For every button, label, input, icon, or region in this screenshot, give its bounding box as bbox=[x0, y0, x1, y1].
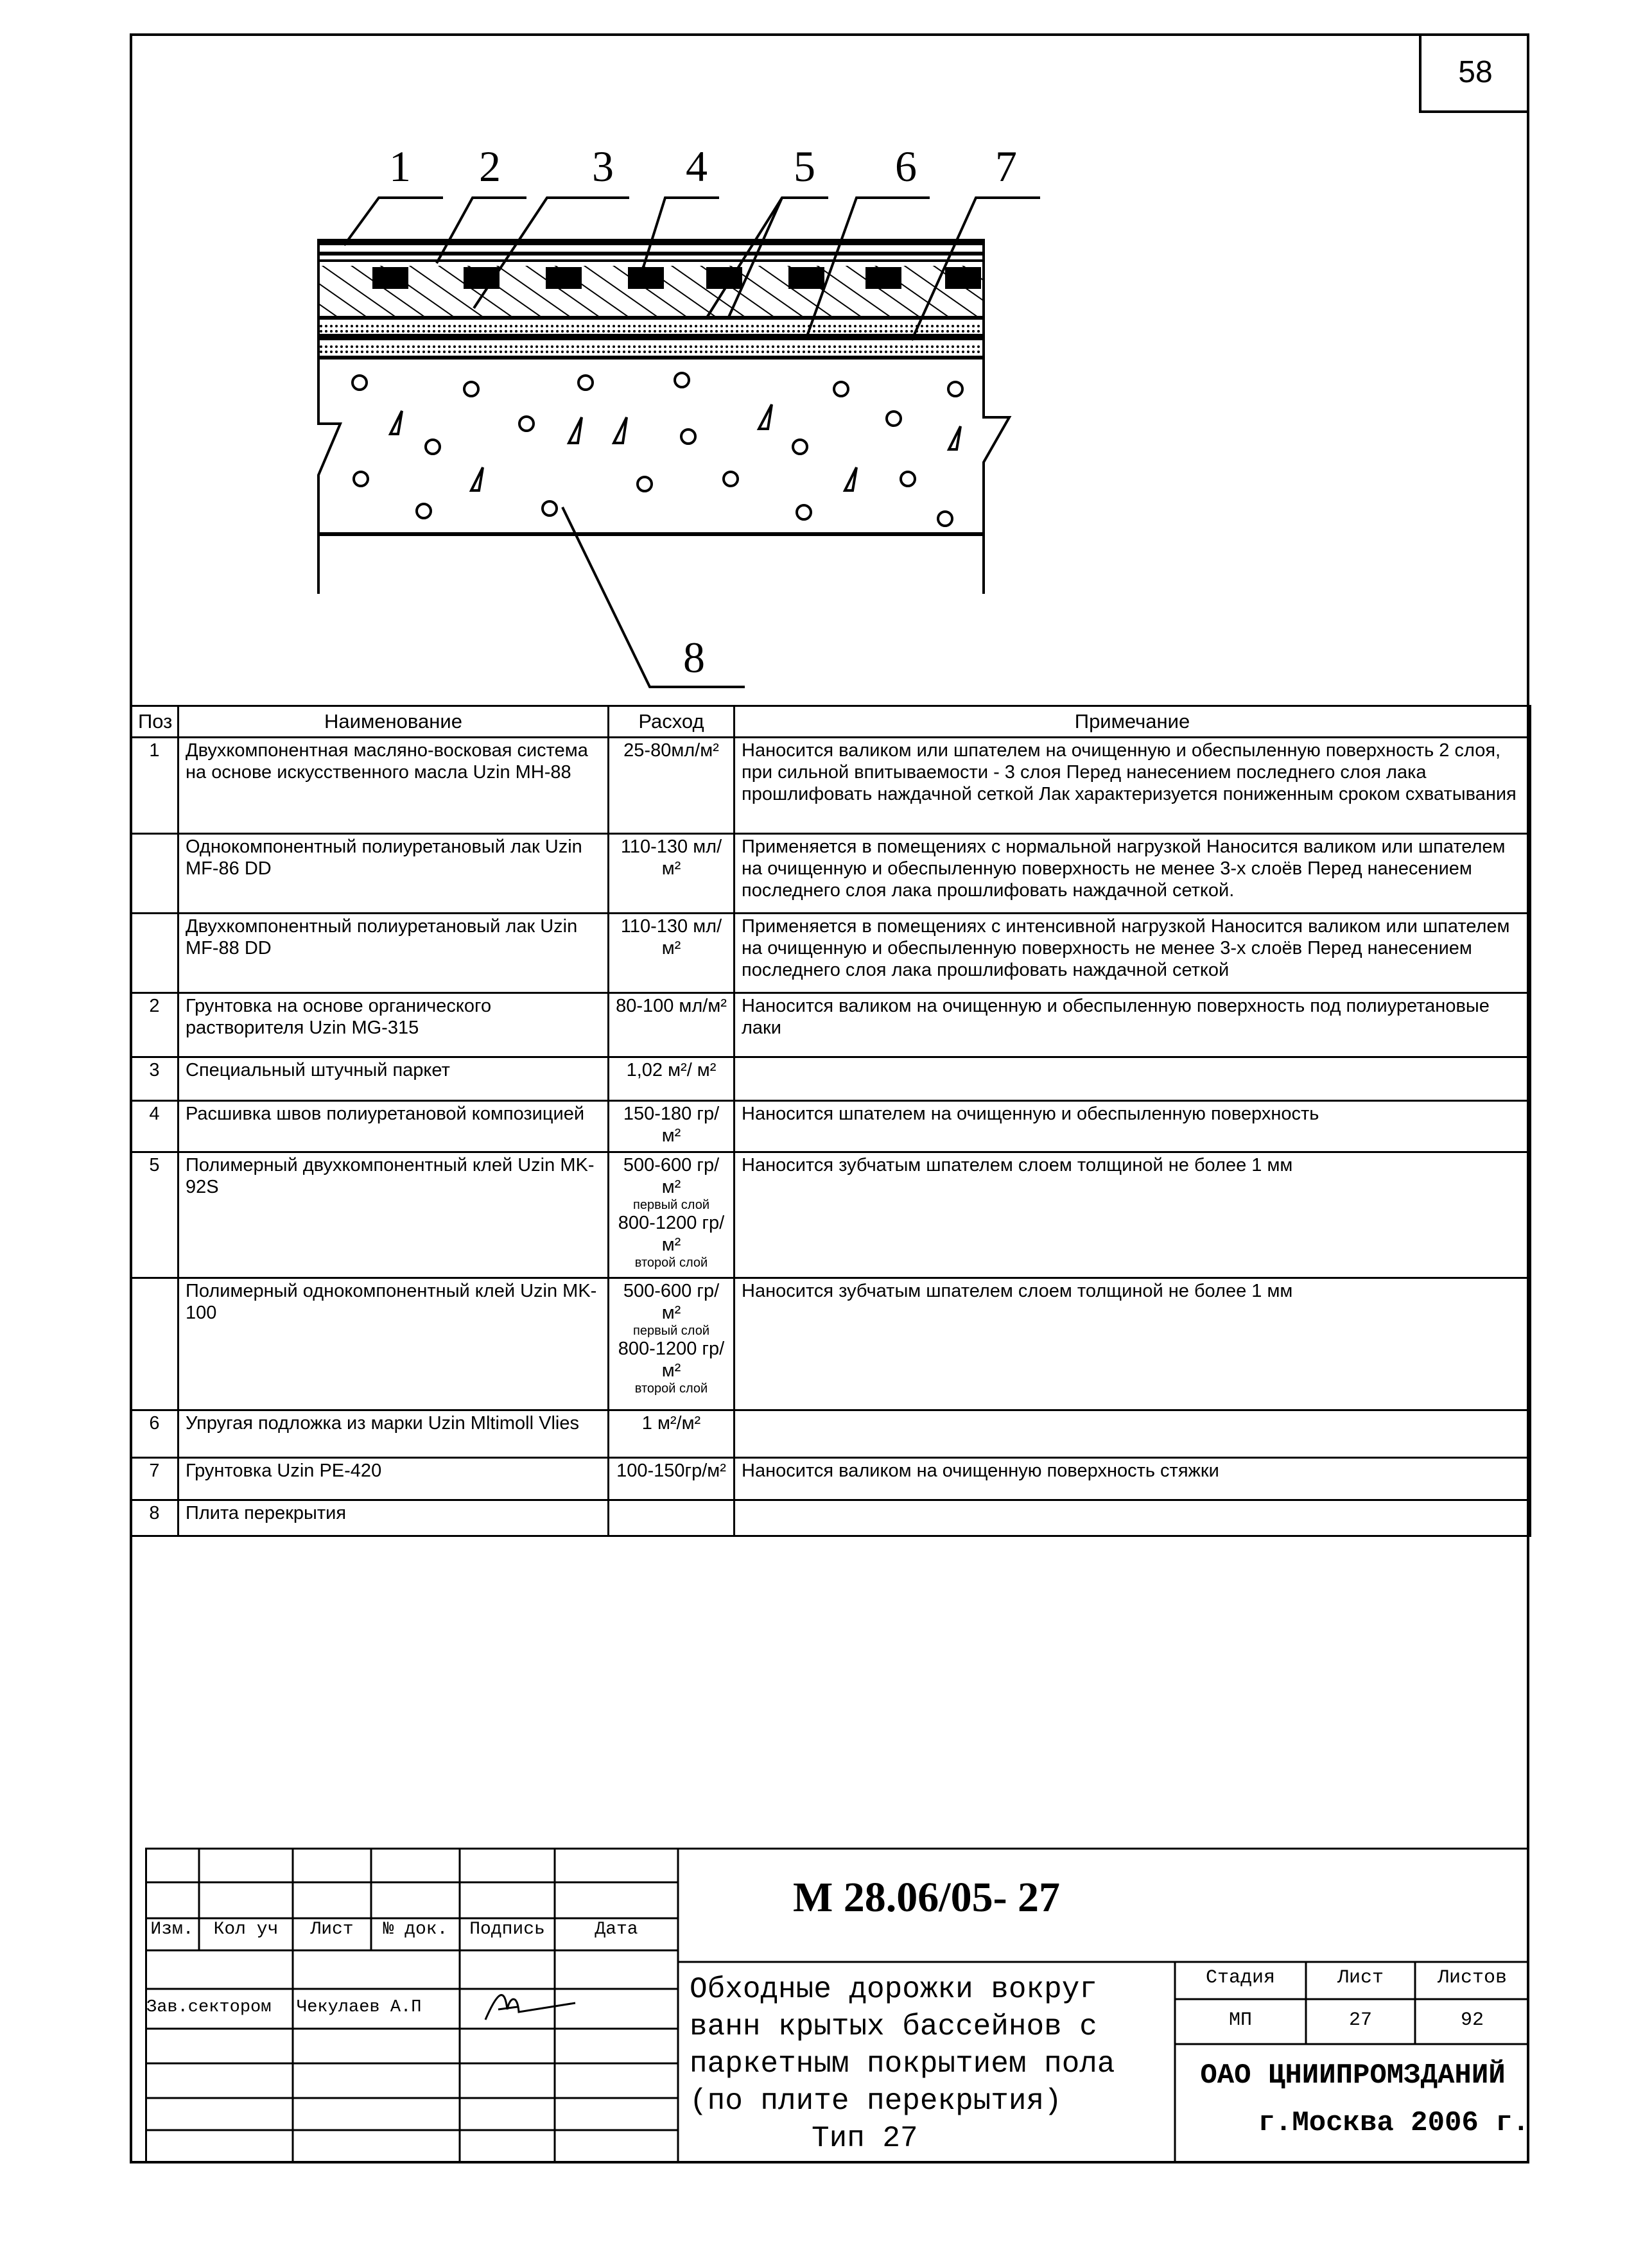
row-pos bbox=[131, 914, 178, 993]
col-signature: Подпись bbox=[469, 1920, 545, 1939]
row-pos: 2 bbox=[131, 993, 178, 1057]
row-note: Наносится шпателем на очищенную и обеспыленную поверхность bbox=[735, 1101, 1531, 1152]
table-row bbox=[131, 834, 1531, 914]
table-row bbox=[131, 1057, 1531, 1101]
row-note: Наносится валиком на очищенную и обеспыленную поверхность под полиуретановые лаки bbox=[735, 993, 1531, 1057]
title-line-2: ванн крытых бассейнов с bbox=[690, 2010, 1097, 2043]
row-note: Наносится зубчатым шпателем слоем толщиной не более 1 мм bbox=[735, 1278, 1531, 1410]
title-line-5: Тип 27 bbox=[812, 2122, 918, 2155]
floor-section-drawing bbox=[0, 0, 1652, 706]
row-name: Упругая подложка из марки Uzin Mltimoll Vlies bbox=[178, 1410, 609, 1458]
header-pos: Поз bbox=[131, 706, 178, 738]
leader-label-6: 6 bbox=[895, 142, 917, 191]
page-number: 58 bbox=[1419, 33, 1529, 113]
stage-value: МП bbox=[1228, 2009, 1252, 2031]
row-note bbox=[735, 1410, 1531, 1458]
header-name: Наименование bbox=[178, 706, 609, 738]
row-name: Двухкомпонентный полиуретановый лак Uzin MF-88 DD bbox=[178, 914, 609, 993]
row-note: Наносится зубчатым шпателем слоем толщиной не более 1 мм bbox=[735, 1152, 1531, 1278]
leader-label-5: 5 bbox=[794, 142, 815, 191]
table-row bbox=[131, 1458, 1531, 1500]
rate-first-layer: 500-600 гр/м² bbox=[623, 1155, 720, 1197]
row-pos bbox=[131, 834, 178, 914]
rate-first-layer: 500-600 гр/м² bbox=[623, 1281, 720, 1323]
table-row bbox=[131, 1410, 1531, 1458]
document-code: М 28.06/05- 27 bbox=[792, 1874, 1061, 1921]
row-rate: 150-180 гр/м² bbox=[609, 1101, 735, 1152]
sheet-title bbox=[690, 1971, 1165, 2157]
specification-table bbox=[130, 705, 1531, 1537]
row-name: Специальный штучный паркет bbox=[178, 1057, 609, 1101]
row-pos: 7 bbox=[131, 1458, 178, 1500]
header-rate: Расход bbox=[609, 706, 735, 738]
rate-second-layer-label: второй слой bbox=[634, 1382, 708, 1396]
row-rate: 110-130 мл/м² bbox=[609, 914, 735, 993]
col-date: Дата bbox=[595, 1920, 638, 1939]
rate-second-layer: 800-1200 гр/м² bbox=[618, 1213, 725, 1255]
header-note: Примечание bbox=[735, 706, 1531, 738]
row-note: Наносится валиком или шпателем на очищенную и обеспыленную поверхность 2 слоя, при сильной впитываемости - 3 слоя Перед нанесением последнего слоя лака прошлифовать наждачной сеткой Лак характеризуется пониженным сроком схватывания bbox=[735, 738, 1531, 834]
col-izm: Изм. bbox=[150, 1920, 194, 1939]
row-rate bbox=[609, 1500, 735, 1536]
row-note: Наносится валиком на очищенную поверхность стяжки bbox=[735, 1458, 1531, 1500]
row-name: Грунтовка на основе органического растворителя Uzin MG-315 bbox=[178, 993, 609, 1057]
rate-first-layer-label: первый слой bbox=[633, 1198, 709, 1212]
floor-layers bbox=[318, 239, 984, 360]
leader-label-7: 7 bbox=[995, 142, 1017, 191]
table-row bbox=[131, 993, 1531, 1057]
table-row bbox=[131, 1500, 1531, 1536]
title-line-3: паркетным покрытием пола bbox=[690, 2047, 1115, 2081]
sheets-value: 92 bbox=[1460, 2009, 1484, 2031]
row-pos: 8 bbox=[131, 1500, 178, 1536]
row-rate: 1 м²/м² bbox=[609, 1410, 735, 1458]
col-doc-no: № док. bbox=[383, 1920, 448, 1939]
row-pos: 6 bbox=[131, 1410, 178, 1458]
table-row bbox=[131, 1101, 1531, 1152]
leader-label-3: 3 bbox=[592, 142, 614, 191]
row-rate: 100-150гр/м² bbox=[609, 1458, 735, 1500]
row-name: Расшивка швов полиуретановой композицией bbox=[178, 1101, 609, 1152]
row-note: Применяется в помещениях с нормальной нагрузкой Наносится валиком или шпателем на очищенную и обеспыленную поверхность не менее 3-х слоёв Перед нанесением последнего слоя лака прошлифовать наждачной сеткой. bbox=[735, 834, 1531, 914]
leader-label-2: 2 bbox=[479, 142, 501, 191]
row-pos bbox=[131, 1278, 178, 1410]
table-row bbox=[131, 914, 1531, 993]
table-row bbox=[131, 738, 1531, 834]
organization-city-year: г.Москва 2006 г. bbox=[1258, 2107, 1529, 2139]
rate-second-layer-label: второй слой bbox=[634, 1256, 708, 1270]
row-name: Плита перекрытия bbox=[178, 1500, 609, 1536]
col-list: Лист bbox=[310, 1920, 354, 1939]
title-block bbox=[145, 1848, 1529, 2163]
row-rate: 110-130 мл/м² bbox=[609, 834, 735, 914]
row-name: Однокомпонентный полиуретановый лак Uzin MF-86 DD bbox=[178, 834, 609, 914]
title-line-4: (по плите перекрытия) bbox=[690, 2085, 1062, 2118]
leader-label-4: 4 bbox=[686, 142, 708, 191]
role-label: Зав.сектором bbox=[146, 1998, 272, 2017]
stage-label: Стадия bbox=[1205, 1967, 1276, 1989]
title-line-1: Обходные дорожки вокруг bbox=[690, 1973, 1097, 2006]
row-pos: 1 bbox=[131, 738, 178, 834]
row-rate: 25-80мл/м² bbox=[609, 738, 735, 834]
row-name: Двухкомпонентная масляно-восковая система на основе искусственного масла Uzin MH-88 bbox=[178, 738, 609, 834]
row-pos: 3 bbox=[131, 1057, 178, 1101]
sheet-value: 27 bbox=[1348, 2009, 1372, 2031]
table-header-row bbox=[131, 706, 1531, 738]
leader-label-1: 1 bbox=[389, 142, 411, 191]
table-row bbox=[131, 1152, 1531, 1278]
person-name: Чекулаев А.П bbox=[297, 1998, 422, 2017]
row-rate: 80-100 мл/м² bbox=[609, 993, 735, 1057]
row-note: Применяется в помещениях с интенсивной нагрузкой Наносится валиком или шпателем на очищенную и обеспыленную поверхность не менее 3-х слоёв Перед нанесением последнего слоя лака прошлифовать наждачной сеткой bbox=[735, 914, 1531, 993]
sheet-label: Лист bbox=[1337, 1967, 1384, 1989]
col-kol-uch: Кол уч bbox=[213, 1920, 279, 1939]
row-note bbox=[735, 1057, 1531, 1101]
row-name: Полимерный двухкомпонентный клей Uzin MK-92S bbox=[178, 1152, 609, 1278]
table-row bbox=[131, 1278, 1531, 1410]
row-name: Грунтовка Uzin PE-420 bbox=[178, 1458, 609, 1500]
sheets-label: Листов bbox=[1437, 1967, 1508, 1989]
row-rate: 1,02 м²/ м² bbox=[609, 1057, 735, 1101]
organization-name: ОАО ЦНИИПРОМЗДАНИЙ bbox=[1200, 2059, 1506, 2092]
leader-label-8: 8 bbox=[683, 633, 705, 682]
rate-second-layer: 800-1200 гр/м² bbox=[618, 1339, 725, 1381]
row-name: Полимерный однокомпонентный клей Uzin MK-100 bbox=[178, 1278, 609, 1410]
row-rate bbox=[609, 1152, 735, 1278]
row-pos: 5 bbox=[131, 1152, 178, 1278]
rate-first-layer-label: первый слой bbox=[633, 1324, 709, 1338]
row-rate bbox=[609, 1278, 735, 1410]
row-note bbox=[735, 1500, 1531, 1536]
signature-image bbox=[479, 1984, 582, 2026]
row-pos: 4 bbox=[131, 1101, 178, 1152]
